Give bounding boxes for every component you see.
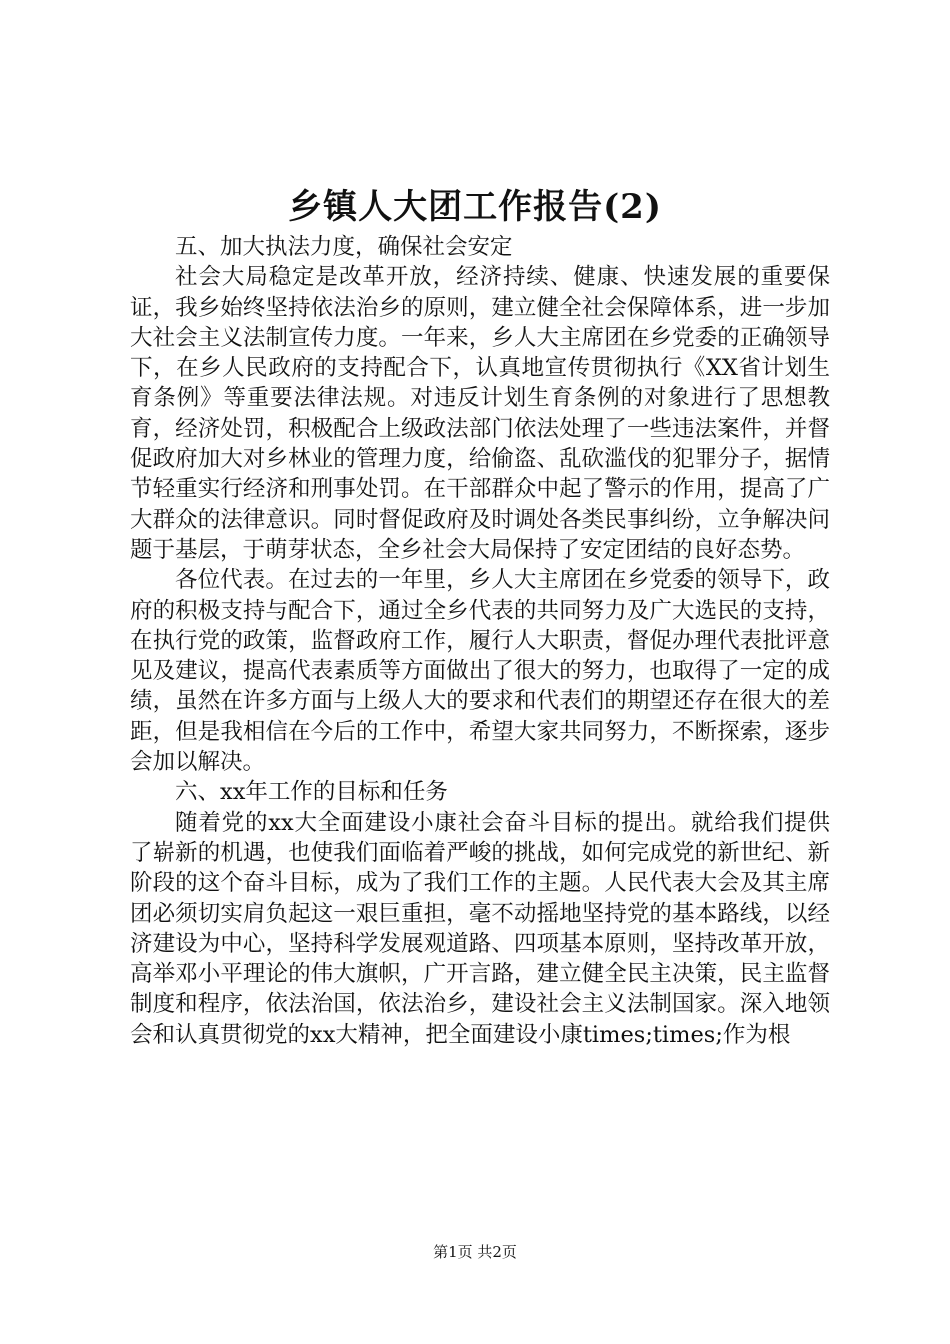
paragraph-social-stability: 社会大局稳定是改革开放，经济持续、健康、快速发展的重要保证，我乡始终坚持依法治乡的原则，建立健全社会保障体系，进一步加大社会主义法制宣传力度。一年来，乡人大主席团在乡党委的正确领导下，在乡人民政府的支持配合下，认真地宣传贯彻执行《XX省计划生育条例》等重要法律法规。对违反计划生育条例的对象进行了思想教育，经济处罚，积极配合上级政法部门依法处理了一些违法案件，并督促政府加大对乡林业的管理力度，给偷盗、乱砍滥伐的犯罪分子，据情节轻重实行经济和刑事处罚。在干部群众中起了警示的作用，提高了广大群众的法律意识。同时督促政府及时调处各类民事纠纷，立争解决问题于基层，于萌芽状态，全乡社会大局保持了安定团结的良好态势。: [130, 264, 830, 563]
paragraph-goals: 随着党的xx大全面建设小康社会奋斗目标的提出。就给我们提供了崭新的机遇，也使我们面临着严峻的挑战，如何完成党的新世纪、新阶段的这个奋斗目标，成为了我们工作的主题。人民代表大会及其主席团必须切实肩负起这一艰巨重担，毫不动摇地坚持党的基本路线，以经济建设为中心，坚持科学发展观道路、四项基本原则，坚持改革开放，高举邓小平理论的伟大旗帜，广开言路，建立健全民主决策，民主监督制度和程序，依法治国，依法治乡，建设社会主义法制国家。深入地领会和认真贯彻党的xx大精神，把全面建设小康times;times;作为根: [130, 809, 830, 1048]
document-body: [130, 232, 830, 1050]
page-number-footer: 第1页 共2页: [433, 1243, 517, 1261]
page-title: 乡镇人大团工作报告(2): [288, 187, 662, 227]
section-heading-6: 六、xx年工作的目标和任务: [175, 779, 448, 806]
section-heading-5: 五、加大执法力度，确保社会安定: [175, 234, 513, 260]
paragraph-representatives: 各位代表。在过去的一年里，乡人大主席团在乡党委的领导下，政府的积极支持与配合下，通过全乡代表的共同努力及广大选民的支持，在执行党的政策，监督政府工作，履行人大职责，督促办理代表批评意见及建议，提高代表素质等方面做出了很大的努力，也取得了一定的成绩，虽然在许多方面与上级人大的要求和代表们的期望还存在很大的差距，但是我相信在今后的工作中，希望大家共同努力，不断探索，逐步会加以解决。: [130, 567, 830, 776]
